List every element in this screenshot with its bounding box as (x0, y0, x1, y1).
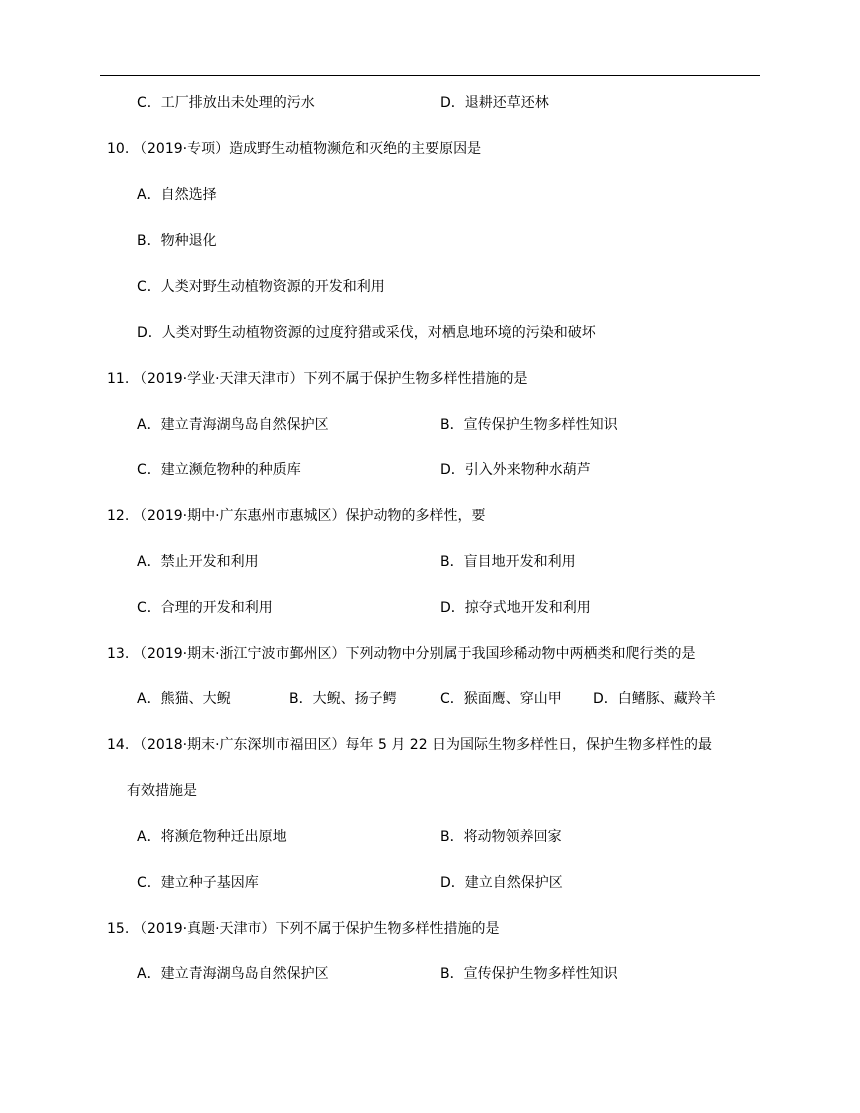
q14-stem-line (107, 735, 712, 755)
q14-option-a: A．将濒危物种迁出原地 (137, 829, 287, 845)
q11-stem: （2019·学业·天津天津市）下列不属于保护生物多样性措施的是 (133, 371, 528, 387)
q10-number: 10. (107, 141, 130, 157)
q13-option-a: A．熊猫、大鲵 (137, 691, 231, 707)
q10-stem-line (107, 139, 481, 159)
q13-stem-line (107, 644, 696, 664)
q12-option-d: D．掠夺式地开发和利用 (440, 600, 591, 616)
q15-stem: （2019·真题·天津市）下列不属于保护生物多样性措施的是 (133, 921, 500, 937)
q11-option-d: D．引入外来物种水葫芦 (440, 462, 591, 478)
q12-option-a: A．禁止开发和利用 (137, 554, 259, 570)
q13-number: 13. (107, 646, 130, 662)
q13-option-b: B．大鲵、扬子鳄 (289, 691, 397, 707)
q14-stem: （2018·期末·广东深圳市福田区）每年 5 月 22 日为国际生物多样性日，保护生物多样性的最 (133, 737, 713, 753)
q12-number: 12. (107, 508, 130, 524)
q15-stem-line (107, 919, 500, 939)
q12-stem: （2019·期中·广东惠州市惠城区）保护动物的多样性，要 (133, 508, 486, 524)
q15-number: 15. (107, 921, 130, 937)
q10-stem: （2019·专项）造成野生动植物濒危和灭绝的主要原因是 (133, 141, 482, 157)
q12-option-c: C．合理的开发和利用 (137, 600, 273, 616)
q10-option-d: D．人类对野生动植物资源的过度狩猎或采伐，对栖息地环境的污染和破坏 (137, 325, 596, 341)
q15-option-a: A．建立青海湖鸟岛自然保护区 (137, 966, 329, 982)
q14-stem-continuation: 有效措施是 (127, 783, 197, 799)
q13-option-d: D．白鳍豚、藏羚羊 (593, 691, 716, 707)
q9-option-d: D．退耕还草还林 (440, 95, 549, 111)
header-rule (100, 75, 760, 76)
q12-stem-line (107, 506, 486, 526)
q10-option-a: A．自然选择 (137, 187, 217, 203)
q11-number: 11. (107, 371, 130, 387)
q12-option-b: B．盲目地开发和利用 (440, 554, 576, 570)
q11-option-a: A．建立青海湖鸟岛自然保护区 (137, 417, 329, 433)
q13-option-c: C．猴面鹰、穿山甲 (440, 691, 562, 707)
q14-option-d: D．建立自然保护区 (440, 875, 563, 891)
q11-stem-line (107, 369, 528, 389)
q10-option-c: C．人类对野生动植物资源的开发和利用 (137, 279, 385, 295)
q15-option-b: B．宣传保护生物多样性知识 (440, 966, 618, 982)
q11-option-b: B．宣传保护生物多样性知识 (440, 417, 618, 433)
q10-option-b: B．物种退化 (137, 233, 217, 249)
q11-option-c: C．建立濒危物种的种质库 (137, 462, 301, 478)
q9-option-c: C．工厂排放出未处理的污水 (137, 95, 315, 111)
q14-option-c: C．建立种子基因库 (137, 875, 259, 891)
q14-option-b: B．将动物领养回家 (440, 829, 562, 845)
q14-number: 14. (107, 737, 130, 753)
q13-stem: （2019·期末·浙江宁波市鄞州区）下列动物中分别属于我国珍稀动物中两栖类和爬行类的是 (133, 646, 696, 662)
